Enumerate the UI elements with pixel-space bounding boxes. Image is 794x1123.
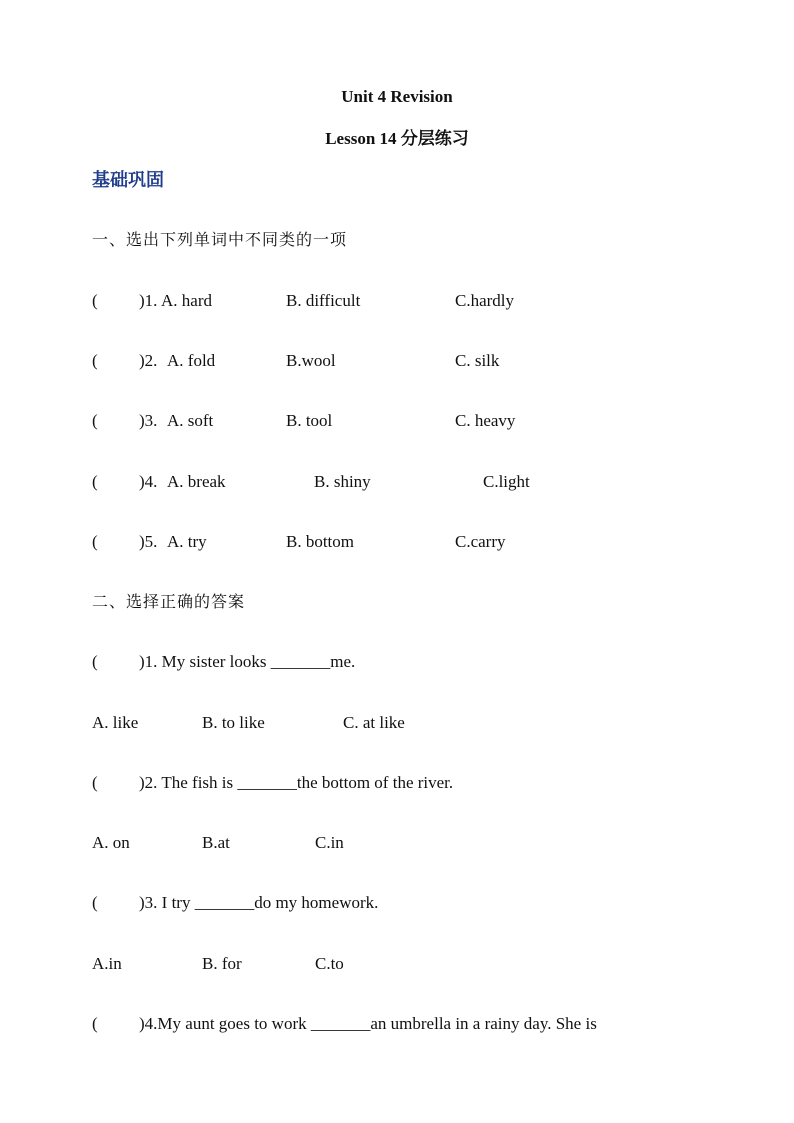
worksheet-subtitle: Lesson 14 分层练习: [325, 129, 469, 148]
option-c: C.hardly: [455, 291, 515, 310]
option-b: B. bottom: [286, 532, 355, 551]
answer-paren: (: [92, 291, 98, 310]
option-c: C.light: [483, 472, 530, 491]
option-b: B. shiny: [314, 472, 371, 491]
option-b: B.wool: [286, 351, 336, 370]
item-number: )2.: [139, 351, 158, 370]
question-text: )1. My sister looks _______me.: [139, 652, 356, 671]
option-c: C.carry: [455, 532, 506, 551]
option-b: B. to like: [202, 713, 265, 732]
question-text: )2. The fish is _______the bottom of the river.: [139, 773, 454, 792]
option-b: B. difficult: [286, 291, 361, 310]
option-a: A. try: [167, 532, 207, 551]
question-text: )4.My aunt goes to work _______an umbrella in a rainy day. She is: [139, 1014, 597, 1033]
option-a: A. hard: [161, 291, 212, 310]
option-a: A. on: [92, 833, 130, 852]
answer-paren: (: [92, 472, 98, 491]
answer-paren: (: [92, 532, 98, 551]
item-number: )4.: [139, 472, 158, 491]
option-b: B. tool: [286, 411, 333, 430]
option-c: C. silk: [455, 351, 500, 370]
option-a: A. break: [167, 472, 226, 491]
part1-heading: 一、选出下列单词中不同类的一项: [92, 230, 348, 249]
option-a: A. soft: [167, 411, 214, 430]
option-b: B. for: [202, 954, 242, 973]
answer-paren: (: [92, 1014, 98, 1033]
item-number: )5.: [139, 532, 158, 551]
part2-heading: 二、选择正确的答案: [92, 592, 246, 611]
answer-paren: (: [92, 351, 98, 370]
option-b: B.at: [202, 833, 230, 852]
section-label: 基础巩固: [92, 170, 164, 190]
answer-paren: (: [92, 411, 98, 430]
item-number: )3.: [139, 411, 158, 430]
answer-paren: (: [92, 893, 98, 912]
option-a: A. fold: [167, 351, 216, 370]
option-c: C.to: [315, 954, 344, 973]
option-c: C.in: [315, 833, 344, 852]
option-a: A.in: [92, 954, 122, 973]
option-c: C. at like: [343, 713, 405, 732]
question-text: )3. I try _______do my homework.: [139, 893, 379, 912]
option-a: A. like: [92, 713, 139, 732]
worksheet-title: Unit 4 Revision: [341, 87, 453, 106]
option-c: C. heavy: [455, 411, 516, 430]
item-number: )1.: [139, 291, 158, 310]
answer-paren: (: [92, 652, 98, 671]
answer-paren: (: [92, 773, 98, 792]
